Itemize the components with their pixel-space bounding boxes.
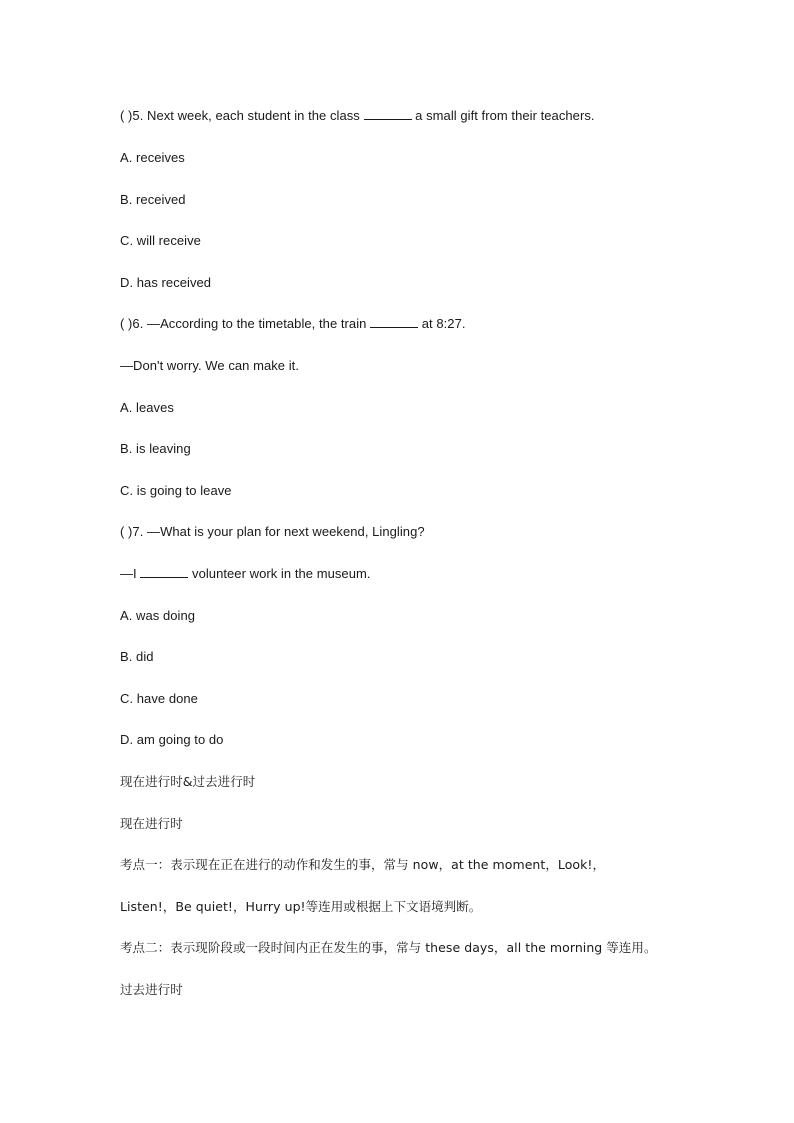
answer-blank — [364, 108, 412, 120]
question-6-dialogue: —Don't worry. We can make it. — [120, 358, 299, 373]
answer-blank — [140, 566, 188, 578]
point-1-line-2: Listen!，Be quiet!，Hurry up!等连用或根据上下文语境判断。 — [120, 899, 482, 914]
question-7-stem: ( )7. —What is your plan for next weekend, Lingling? — [120, 524, 425, 539]
question-6-option-b: B. is leaving — [120, 441, 191, 456]
point-2: 考点二：表示现阶段或一段时间内正在发生的事，常与 these days，all the morning 等连用。 — [120, 940, 657, 955]
present-progressive-title: 现在进行时 — [120, 816, 183, 831]
question-6-stem — [120, 315, 466, 333]
question-7-option-b: B. did — [120, 649, 154, 664]
question-5-suffix: a small gift from their teachers. — [411, 108, 595, 123]
question-6-prefix: ( )6. —According to the timetable, the train — [120, 316, 371, 331]
question-6-suffix: at 8:27. — [418, 316, 466, 331]
question-7-dialogue — [120, 565, 371, 583]
grammar-heading: 现在进行时&过去进行时 — [120, 774, 256, 789]
question-6-option-a: A. leaves — [120, 400, 174, 415]
question-7-option-d: D. am going to do — [120, 732, 224, 747]
question-5-option-d: D. has received — [120, 275, 212, 290]
question-5-option-b: B. received — [120, 192, 186, 207]
question-5-stem — [120, 107, 595, 125]
question-7-option-a: A. was doing — [120, 608, 196, 623]
past-progressive-title: 过去进行时 — [120, 982, 183, 997]
question-6-option-c: C. is going to leave — [120, 483, 232, 498]
question-7-option-c: C. have done — [120, 691, 198, 706]
question-5-prefix: ( )5. Next week, each student in the class — [120, 108, 364, 123]
question-7-dialogue-suffix: volunteer work in the museum. — [188, 566, 371, 581]
answer-blank — [370, 316, 418, 328]
question-5-option-c: C. will receive — [120, 233, 201, 248]
question-5-option-a: A. receives — [120, 150, 185, 165]
point-1-line-1: 考点一：表示现在正在进行的动作和发生的事，常与 now，at the moment，Look!， — [120, 857, 605, 872]
question-7-dialogue-prefix: —I — [120, 566, 141, 581]
